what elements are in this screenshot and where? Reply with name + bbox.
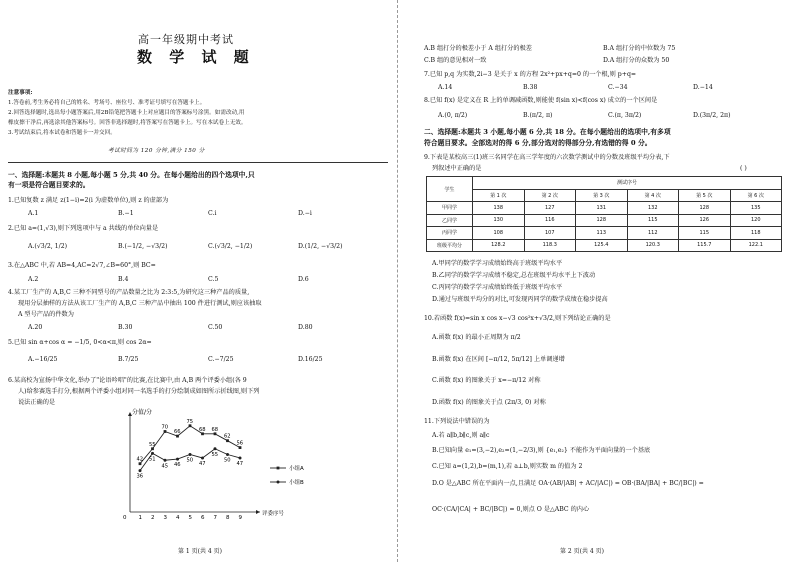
- data-label-B: 50: [186, 457, 194, 464]
- q1-option-a: A.1: [28, 210, 39, 217]
- question-10-stem: 10.若函数 f(x)=sin x cos x−√3 cos²x+√3/2,则下列结论正确的是: [424, 315, 611, 322]
- x-tick-label: 2: [151, 515, 155, 521]
- question-11-stem: 11.下列说法中错误的为: [424, 418, 490, 425]
- question-2-stem: 2.已知 a=(1,√3),则下列选项中与 a 共线的单位向量是: [8, 225, 159, 232]
- score-line-chart: [110, 408, 340, 528]
- table-cell: 128.2: [473, 239, 525, 252]
- table-cell: 130: [473, 214, 525, 227]
- data-label-A: 55: [149, 441, 156, 448]
- legend-marker-A: [277, 467, 280, 470]
- data-point-B: [239, 456, 242, 459]
- q9-answer-paren: ( ): [740, 165, 747, 172]
- q10-option-d: D.函数 f(x) 的图象关于点 (2π/3, 0) 对称: [432, 399, 546, 406]
- exam-title: 高一年级期中考试: [138, 33, 234, 46]
- q5-option-a: A.−16/25: [28, 356, 58, 363]
- q3-option-d: D.6: [298, 276, 309, 283]
- table-cell: 128: [576, 214, 628, 227]
- q1-option-d: D.−i: [298, 210, 312, 217]
- data-label-B: 47: [199, 460, 206, 467]
- q2-option-b: B.(−1/2, −√3/2): [118, 243, 168, 250]
- data-label-A: 66: [174, 429, 181, 436]
- table-cell: 120: [730, 214, 782, 227]
- x-tick-label: 4: [176, 515, 180, 521]
- x-axis-arrow: [256, 510, 260, 514]
- q4-option-d: D.80: [298, 324, 313, 331]
- table-row-label: 甲同学: [427, 202, 473, 215]
- table-cell: 127: [524, 202, 576, 215]
- data-point-A: [214, 432, 217, 435]
- q8-option-c: C.(π, 3π/2): [608, 112, 642, 119]
- section1-heading-cont: 有一项是符合题目要求的。: [8, 181, 90, 189]
- data-label-A: 70: [161, 424, 169, 431]
- x-tick-label: 6: [201, 515, 205, 521]
- data-label-A: 62: [224, 433, 231, 440]
- table-cell: 113: [576, 227, 628, 240]
- table-col-header: 第 6 次: [730, 189, 782, 202]
- notice-line: 橡皮擦干净后,再选涂其他答案标号。回答非选择题时,将答案写在答题卡上。写在本试卷上无效。: [8, 120, 247, 126]
- q5-option-c: C.−7/25: [208, 356, 234, 363]
- score-table: [426, 176, 782, 252]
- question-1-stem: 1.已知复数 z 满足 z(1−i)=2(i 为虚数单位),则 z 的虚部为: [8, 197, 169, 204]
- data-label-B: 45: [161, 463, 169, 470]
- data-point-A: [239, 446, 242, 449]
- data-label-B: 51: [149, 456, 156, 463]
- q11-option-d-cont: OC·(CA/|CA| + BC/|BC|) = 0,则点 O 是△ABC 的内心: [432, 506, 590, 513]
- q11-option-a: A.若 a∥b,b∥c,则 a∥c: [432, 432, 490, 439]
- q1-option-b: B.−1: [118, 210, 134, 217]
- data-point-B: [214, 447, 217, 450]
- table-row-label: 乙同学: [427, 214, 473, 227]
- table-cell: 120.3: [627, 239, 679, 252]
- q7-option-b: B.38: [523, 84, 538, 91]
- notice-line: 2.回答选择题时,选出每小题答案后,用2B铅笔把答题卡上对应题目的答案标号涂黑。如需改动,用: [8, 110, 245, 116]
- section1-heading: 一、选择题:本题共 8 小题,每小题 5 分,共 40 分。在每小题给出的四个选项中,只: [8, 171, 255, 179]
- question-6-stem-cont: 说法正确的是: [18, 399, 56, 406]
- question-4-stem-cont: A 型号产品的件数为: [18, 311, 74, 318]
- q2-option-a: A.(√3/2, 1/2): [28, 243, 68, 250]
- origin-label: 0: [123, 515, 127, 521]
- q3-option-b: B.4: [118, 276, 129, 283]
- data-point-A: [151, 447, 154, 450]
- data-point-A: [139, 462, 142, 465]
- q9-option-c: C.丙同学的数学学习成绩始终低于班级平均水平: [432, 284, 563, 291]
- question-4-stem: 4.某工厂生产的 A,B,C 三种不同型号的产品数量之比为 2:3:5,为研究这三种产品的质量,: [8, 289, 250, 296]
- data-label-B: 47: [236, 460, 244, 467]
- table-cell: 135: [730, 202, 782, 215]
- table-cell: 115.7: [679, 239, 731, 252]
- y-axis-label: 分值/分: [132, 409, 153, 416]
- table-col-header: 第 3 次: [576, 189, 628, 202]
- table-cell: 131: [576, 202, 628, 215]
- q10-option-c: C.函数 f(x) 的图象关于 x=−π/12 对称: [432, 377, 541, 384]
- q2-option-d: D.(1/2, −√3/2): [298, 243, 343, 250]
- table-cell: 112: [627, 227, 679, 240]
- table-cell: 107: [524, 227, 576, 240]
- q11-option-d: D.O 是△ABC 所在平面内一点,且满足 OA·(AB/|AB| + AC/|AC|) = OB·(BA/|BA| + BC/|BC|) =: [432, 480, 704, 487]
- q9-option-d: D.通过与班级平均分的对比,可发现丙同学的数学成绩在稳步提高: [432, 296, 608, 303]
- q10-option-b: B.函数 f(x) 在区间 [−π/12, 5π/12] 上单调递增: [432, 356, 565, 363]
- q9-option-a: A.甲同学的数学学习成绩始终高于班级平均水平: [432, 260, 563, 267]
- data-point-B: [164, 459, 167, 462]
- question-9-stem: 9.下表是某校高三(1)班三名同学在高三学年度的六次数学测试中的分数及班级平均分表,下: [424, 154, 670, 161]
- table-cell: 125.4: [576, 239, 628, 252]
- q3-option-c: C.5: [208, 276, 219, 283]
- question-8-stem: 8.已知 f(x) 是定义在 R 上的单调减函数,则能使 f(sin x)<f(cos x) 成立的一个区间是: [424, 97, 658, 104]
- exam-time-info: 考试时间为 120 分钟,满分 150 分: [108, 148, 205, 154]
- question-3-stem: 3.在△ABC 中,若 AB=4,AC=2√7,∠B=60°,则 BC=: [8, 262, 156, 269]
- q5-option-d: D.16/25: [298, 356, 323, 363]
- data-label-A: 42: [136, 456, 144, 463]
- data-point-B: [226, 453, 229, 456]
- data-point-A: [176, 435, 179, 438]
- x-tick-label: 1: [138, 515, 142, 521]
- q8-option-b: B.(π/2, π): [523, 112, 553, 119]
- data-label-A: 75: [186, 418, 194, 425]
- question-5-stem: 5.已知 sin α+cos α = −1/5, 0<α<π,则 cos 2α=: [8, 339, 152, 346]
- section2-heading: 二、选择题:本题共 3 小题,每小题 6 分,共 18 分。在每小题给出的选项中,有多项: [424, 128, 671, 136]
- x-tick-label: 8: [226, 515, 230, 521]
- table-cell: 108: [473, 227, 525, 240]
- page-2-footer: 第 2 页(共 4 页): [560, 548, 604, 555]
- data-point-B: [176, 458, 179, 461]
- q8-option-a: A.(0, π/2): [438, 112, 468, 119]
- table-col-header: 第 2 次: [524, 189, 576, 202]
- q6-option-c: C.B 组的意见相对一致: [424, 57, 487, 64]
- divider-line: [8, 162, 388, 163]
- question-4-stem-cont: 现用分层抽样的方法从该工厂生产的 A,B,C 三种产品中抽出 100 件进行测试,则应该抽取: [18, 300, 262, 307]
- question-7-stem: 7.已知 p,q 为实数,2i−3 是关于 x 的方程 2x²+px+q=0 的一个根,则 p+q=: [424, 71, 637, 78]
- table-row: [427, 214, 782, 227]
- q7-option-d: D.−14: [693, 84, 713, 91]
- q4-option-c: C.50: [208, 324, 223, 331]
- question-6-stem: 6.某高校为宣扬中华文化,举办了"论语吟唱"的比赛,在比赛中,由 A,B 两个评委小组(各 9: [8, 377, 247, 384]
- table-cell: 132: [627, 202, 679, 215]
- page-1-footer: 第 1 页(共 4 页): [178, 548, 222, 555]
- data-label-B: 50: [224, 457, 231, 464]
- table-col-header: 第 4 次: [627, 189, 679, 202]
- q6-option-d: D.A 组打分的众数为 50: [603, 57, 670, 64]
- q7-option-c: C.−34: [608, 84, 628, 91]
- data-label-A: 68: [211, 426, 219, 433]
- data-label-B: 55: [211, 451, 219, 458]
- q9-option-b: B.乙同学的数学学习成绩不稳定,总在班级平均水平上下波动: [432, 272, 596, 279]
- table-header-student: 学生: [427, 177, 473, 202]
- table-cell: 128: [679, 202, 731, 215]
- legend-label-B: 小组B: [289, 480, 304, 486]
- exam-subtitle: 数 学 试 题: [137, 48, 255, 66]
- x-tick-label: 3: [163, 515, 167, 521]
- data-point-B: [151, 452, 154, 455]
- data-point-A: [189, 424, 192, 427]
- q6-option-b: B.A 组打分的中位数为 75: [603, 45, 676, 52]
- data-label-A: 56: [236, 440, 244, 447]
- table-row-label: 丙同学: [427, 227, 473, 240]
- q2-option-c: C.(√3/2, −1/2): [208, 243, 253, 250]
- q6-option-a: A.B 组打分的极差小于 A 组打分的极差: [424, 45, 532, 52]
- notice-title: 注意事项:: [8, 90, 33, 96]
- q3-option-a: A.2: [28, 276, 39, 283]
- right-page: [397, 0, 794, 562]
- table-cell: 115: [679, 227, 731, 240]
- data-point-B: [189, 453, 192, 456]
- data-point-A: [201, 432, 204, 435]
- table-cell: 126: [679, 214, 731, 227]
- table-cell: 122.1: [730, 239, 782, 252]
- table-cell: 118: [730, 227, 782, 240]
- question-6-stem-cont: 人)给参赛选手打分,根据两个评委小组对同一名选手的打分绘制成如图所示折线图,则下列: [18, 388, 260, 395]
- section2-heading-cont: 符合题目要求。全部选对的得 6 分,部分选对的得部分分,有选错的得 0 分。: [424, 139, 652, 147]
- x-tick-label: 9: [238, 515, 242, 521]
- legend-label-A: 小组A: [289, 466, 304, 472]
- data-point-A: [226, 439, 229, 442]
- data-point-B: [201, 456, 204, 459]
- table-row: [427, 239, 782, 252]
- q10-option-a: A.函数 f(x) 的最小正周期为 π/2: [432, 334, 521, 341]
- table-row: [427, 202, 782, 215]
- table-row-label: 班级平均分: [427, 239, 473, 252]
- q5-option-b: B.7/25: [118, 356, 139, 363]
- notice-line: 1.答卷前,考生务必将自己的姓名、考场号、座位号、准考证号填写在答题卡上。: [8, 100, 206, 106]
- q11-option-c: C.已知 a=(1,2),b=(m,1),若 a⊥b,则实数 m 的值为 2: [432, 463, 583, 470]
- x-tick-label: 5: [188, 515, 192, 521]
- question-9-stem-cont: 列叙述中正确的是: [432, 165, 482, 172]
- q4-option-a: A.20: [28, 324, 43, 331]
- table-col-header: 第 1 次: [473, 189, 525, 202]
- q11-option-b: B.已知向量 e₁=(3,−2),e₂=(1,−2/3),则 {e₁,e₂} 不能作为平面向量的一个基底: [432, 447, 651, 454]
- data-point-A: [164, 430, 167, 433]
- table-cell: 138: [473, 202, 525, 215]
- x-tick-label: 7: [213, 515, 217, 521]
- table-col-header: 第 5 次: [679, 189, 731, 202]
- x-axis-label: 评委序号: [262, 511, 285, 517]
- table-row: [427, 227, 782, 240]
- q8-option-d: D.(3π/2, 2π): [693, 112, 731, 119]
- legend-marker-B: [277, 481, 280, 484]
- table-cell: 115: [627, 214, 679, 227]
- table-header-group: 测试序号: [473, 177, 782, 190]
- data-label-B: 36: [136, 473, 144, 480]
- q4-option-b: B.30: [118, 324, 133, 331]
- table-cell: 116: [524, 214, 576, 227]
- q7-option-a: A.14: [438, 84, 453, 91]
- data-label-A: 68: [199, 426, 206, 433]
- data-label-B: 46: [174, 462, 181, 469]
- data-point-B: [139, 469, 142, 472]
- table-cell: 118.3: [524, 239, 576, 252]
- notice-line: 3.考试结束后,将本试卷和答题卡一并交回。: [8, 130, 116, 136]
- q1-option-c: C.i: [208, 210, 217, 217]
